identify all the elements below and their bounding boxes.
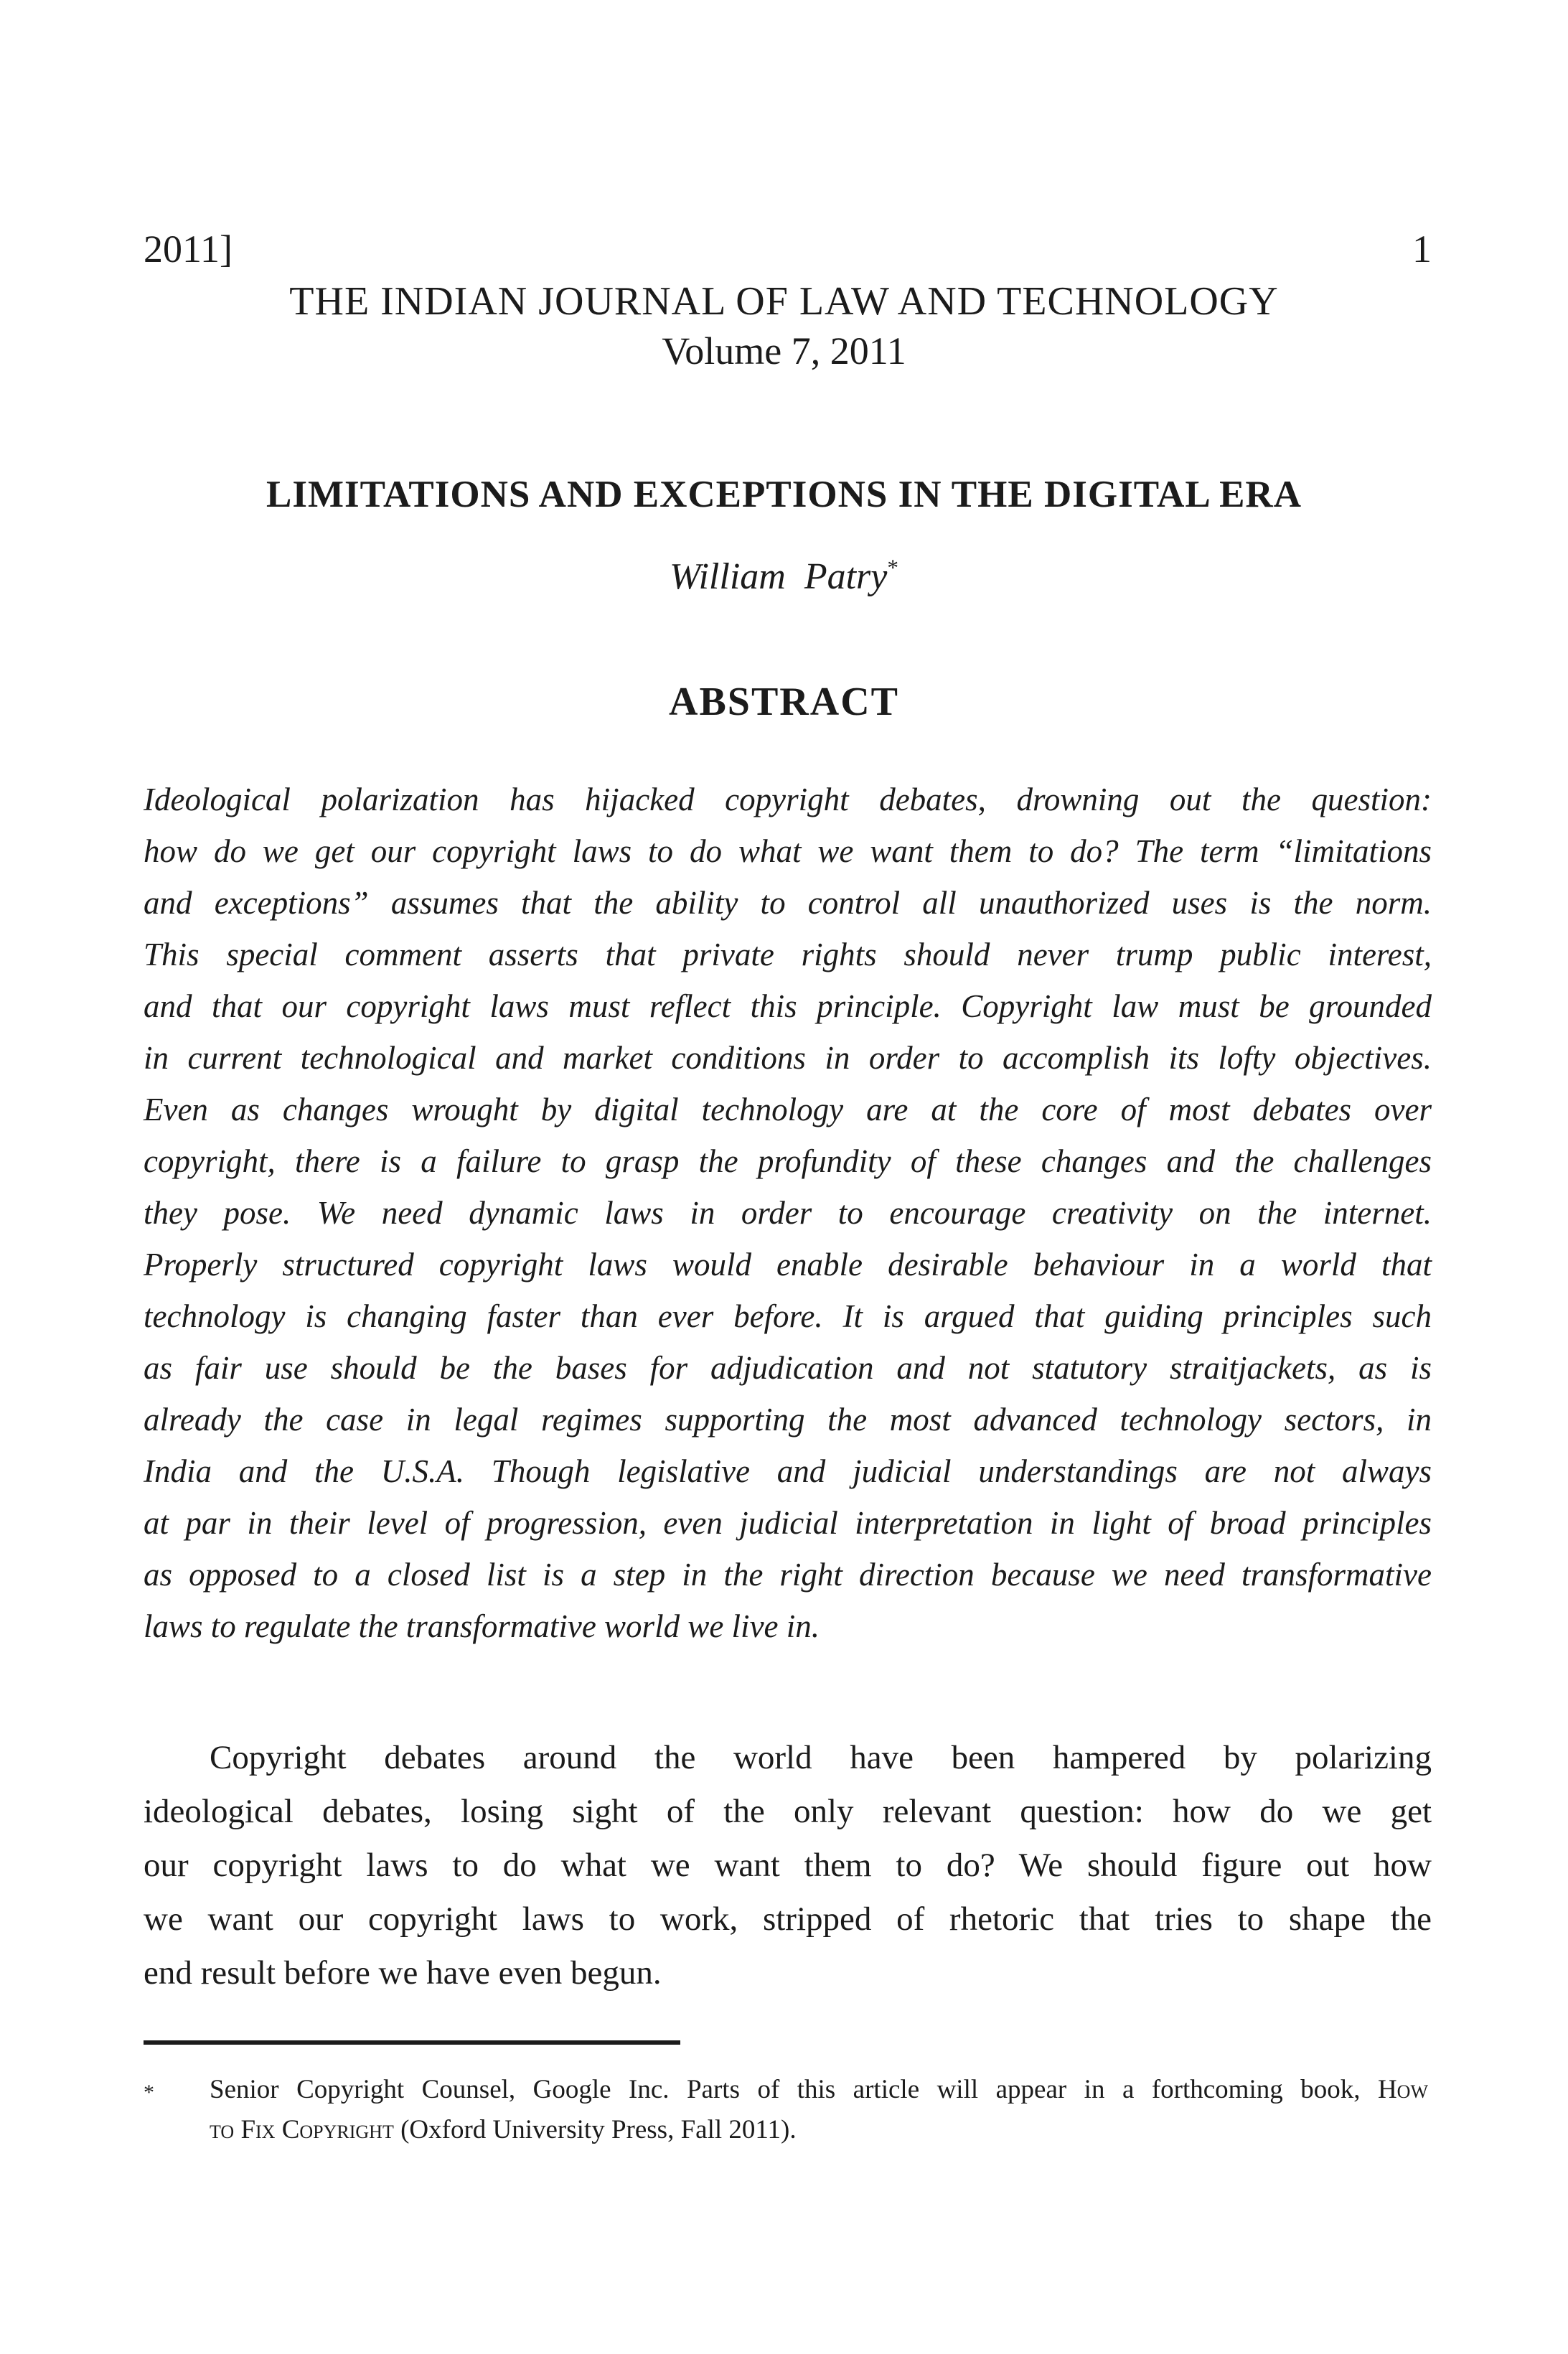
abstract-line: and exceptions” assumes that the ability to control all unauthorized uses is the norm. xyxy=(144,885,1432,921)
abstract-paragraph xyxy=(144,774,1432,1652)
author-name: William Patry xyxy=(670,556,888,597)
footnote-marker: * xyxy=(144,2081,154,2104)
abstract-line: This special comment asserts that private rights should never trump public interest, xyxy=(144,937,1432,972)
abstract-heading: ABSTRACT xyxy=(669,680,899,724)
author-byline xyxy=(0,556,1568,597)
abstract-line: Properly structured copyright laws would enable desirable behaviour in a world that xyxy=(144,1247,1432,1282)
footnote-content xyxy=(210,2070,1428,2150)
footnote-book-title-smallcaps: How xyxy=(1377,2075,1428,2104)
footnote-text: (Oxford University Press, Fall 2011). xyxy=(393,2115,797,2144)
body-line: we want our copyright laws to work, stripped of rhetoric that tries to shape the xyxy=(144,1900,1432,1938)
abstract-line: and that our copyright laws must reflect this principle. Copyright law must be grounded xyxy=(144,988,1432,1024)
abstract-line: technology is changing faster than ever before. It is argued that guiding principles such xyxy=(144,1298,1432,1334)
abstract-line: Even as changes wrought by digital technology are at the core of most debates over xyxy=(144,1092,1432,1127)
journal-title: THE INDIAN JOURNAL OF LAW AND TECHNOLOGY xyxy=(289,279,1279,324)
body-line: ideological debates, losing sight of the only relevant question: how do we get xyxy=(144,1793,1432,1830)
abstract-line: as opposed to a closed list is a step in the right direction because we need transformative xyxy=(144,1557,1432,1593)
abstract-line: how do we get our copyright laws to do what we want them to do? The term “limitations xyxy=(144,833,1432,869)
abstract-line: already the case in legal regimes supporting the most advanced technology sectors, in xyxy=(144,1402,1432,1438)
page-number: 1 xyxy=(1412,228,1432,271)
abstract-line: copyright, there is a failure to grasp the profundity of these changes and the challenges xyxy=(144,1143,1432,1179)
article-title: LIMITATIONS AND EXCEPTIONS IN THE DIGITAL ERA xyxy=(266,474,1302,515)
body-line: end result before we have even begun. xyxy=(144,1954,662,1992)
abstract-line: as fair use should be the bases for adjudication and not statutory straitjackets, as is xyxy=(144,1350,1432,1386)
body-line: our copyright laws to do what we want them to do? We should figure out how xyxy=(144,1847,1432,1884)
footnote-text: Senior Copyright Counsel, Google Inc. Parts of this article will appear in a forthcoming book, xyxy=(210,2075,1378,2104)
footnote-line xyxy=(210,2110,1428,2150)
footnote-book-title-smallcaps: to Fix Copyright xyxy=(210,2115,394,2144)
running-head-year: 2011] xyxy=(144,228,233,271)
abstract-line: at par in their level of progression, even judicial interpretation in light of broad principles xyxy=(144,1505,1432,1541)
abstract-line: laws to regulate the transformative world we live in. xyxy=(144,1608,820,1644)
abstract-line: they pose. We need dynamic laws in order to encourage creativity on the internet. xyxy=(144,1195,1432,1231)
footnote xyxy=(144,2070,1428,2150)
running-head xyxy=(144,228,1432,271)
journal-volume-line: Volume 7, 2011 xyxy=(662,329,906,372)
footnote-separator-rule xyxy=(144,2040,680,2045)
body-paragraph xyxy=(144,1731,1432,2000)
body-line: Copyright debates around the world have been hampered by polarizing xyxy=(210,1739,1432,1776)
abstract-line: India and the U.S.A. Though legislative and judicial understandings are not always xyxy=(144,1453,1432,1489)
author-footnote-symbol: * xyxy=(887,555,898,581)
footnote-line xyxy=(210,2070,1428,2110)
abstract-line: Ideological polarization has hijacked copyright debates, drowning out the question: xyxy=(144,782,1432,817)
abstract-line: in current technological and market conditions in order to accomplish its lofty objectives. xyxy=(144,1040,1432,1076)
